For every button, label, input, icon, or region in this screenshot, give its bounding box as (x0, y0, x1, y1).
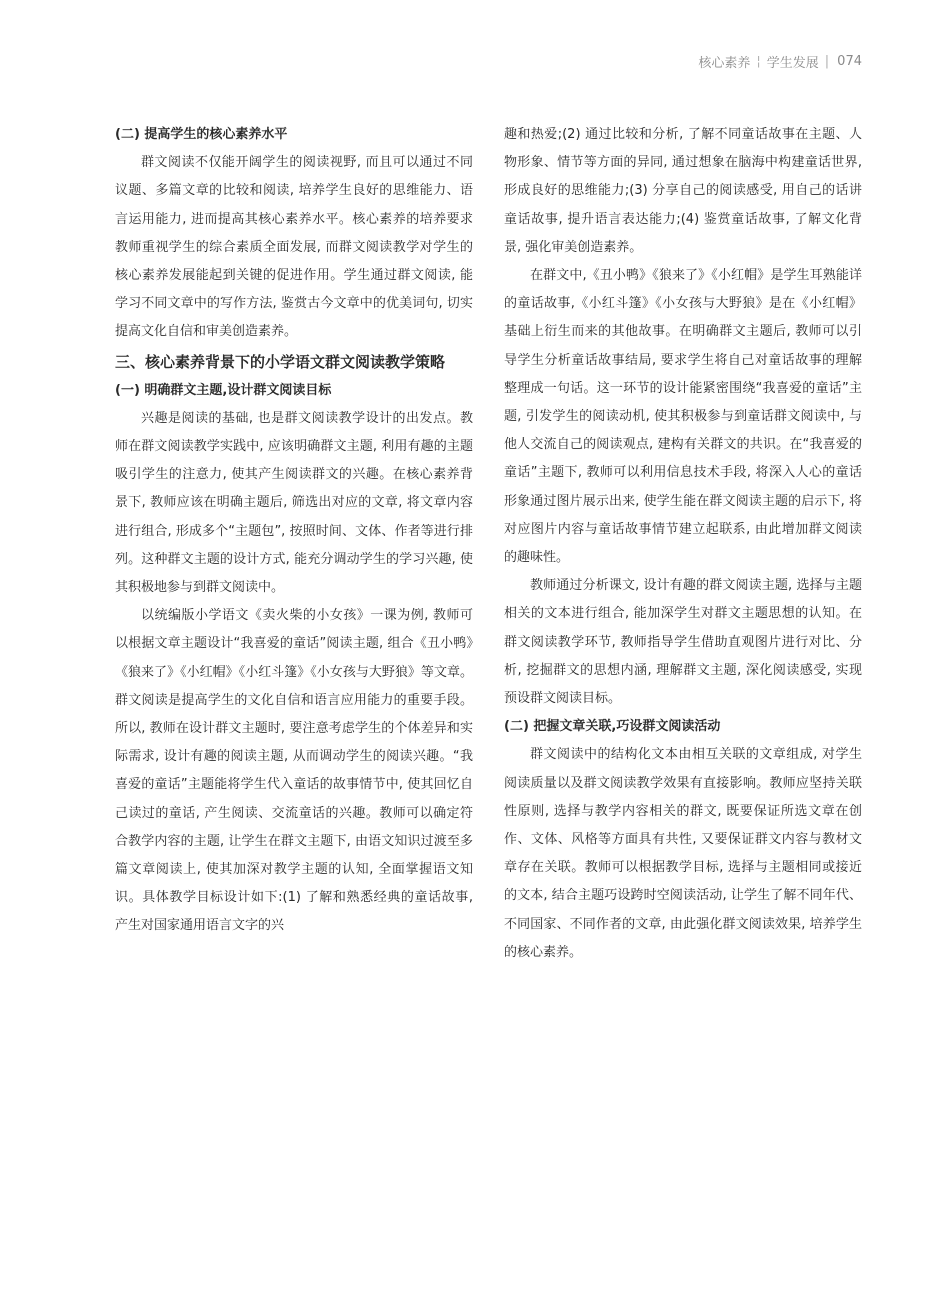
header-section-label: 核心素养 (698, 56, 751, 71)
body-paragraph: 在群文中,《丑小鸭》《狼来了》《小红帽》是学生耳熟能详的童话故事,《小红斗篷》《小女孩与大野狼》是在《小红帽》基础上衍生而来的其他故事。在明确群文主题后, 教师可以引导学生分析童话故事结局, 要求学生将自己对童话故事的理解整理成一句话。这一环节的设计能紧密围绕“我喜爱的童话”主题, 引发学生的阅读动机, 使其积极参与到童话群文阅读中, 与他人交流自己的阅读观点, 建构有关群文的共识。在“我喜爱的童话”主题下, 教师可以利用信息技术手段, 将深入人心的童话形象通过图片展示出来, 使学生能在群文阅读主题的启示下, 将对应图片内容与童话故事情节建立起联系, 由此增加群文阅读的趣味性。 (504, 268, 862, 566)
right-column (504, 121, 862, 967)
body-paragraph-continued: 趣和热爱;(2) 通过比较和分析, 了解不同童话故事在主题、人物形象、情节等方面的异同, 通过想象在脑海中构建童话世界, 形成良好的思维能力;(3) 分享自己的阅读感受, 用自己的话讲童话故事, 提升语言表达能力;(4) 鉴赏童话故事, 了解文化背景, 强化审美创造素养。 (504, 127, 862, 255)
running-header (698, 52, 862, 71)
body-paragraph: 教师通过分析课文, 设计有趣的群文阅读主题, 选择与主题相关的文本进行组合, 能加深学生对群文主题思想的认知。在群文阅读教学环节, 教师指导学生借助直观图片进行对比、分析, 挖掘群文的思想内涵, 理解群文主题, 深化阅读感受, 实现预设群文阅读目标。 (504, 578, 862, 707)
body-paragraph: 兴趣是阅读的基础, 也是群文阅读教学设计的出发点。教师在群文阅读教学实践中, 应该明确群文主题, 利用有趣的主题吸引学生的注意力, 使其产生阅读群文的兴趣。在核心素养背景下, 教师应该在明确主题后, 筛选出对应的文章, 将文章内容进行组合, 形成多个“主题包”, 按照时间、文体、作者等进行排列。这种群文主题的设计方式, 能充分调动学生的学习兴趣, 使其积极地参与到群文阅读中。 (115, 410, 473, 596)
header-divider: | (824, 54, 830, 69)
body-paragraph: 群文阅读中的结构化文本由相互关联的文章组成, 对学生阅读质量以及群文阅读教学效果有直接影响。教师应坚持关联性原则, 选择与教学内容相关的群文, 既要保证所选文章在创作、文体、风格等方面具有共性, 又要保证群文内容与教材文章存在关联。教师可以根据教学目标, 选择与主题相同或接近的文本, 结合主题巧设跨时空阅读活动, 让学生了解不同年代、不同国家、不同作者的文章, 由此强化群文阅读效果, 培养学生的核心素养。 (504, 747, 862, 960)
subsection-heading: (二) 提高学生的核心素养水平 (115, 127, 288, 142)
page-number: 074 (837, 54, 862, 69)
header-separator: ¦ (756, 54, 761, 69)
subsection-heading: (二) 把握文章关联,巧设群文阅读活动 (504, 719, 721, 735)
body-paragraph: 群文阅读不仅能开阔学生的阅读视野, 而且可以通过不同议题、多篇文章的比较和阅读, 培养学生良好的思维能力、语言运用能力, 进而提高其核心素养水平。核心素养的培养要求教师重视学生的综合素质全面发展, 而群文阅读教学对学生的核心素养发展能起到关键的促进作用。学生通过群文阅读, 能学习不同文章中的写作方法, 鉴赏古今文章中的优美词句, 切实提高文化自信和审美创造素养。 (115, 155, 473, 340)
left-column (115, 121, 473, 941)
header-subsection-label: 学生发展 (766, 56, 819, 71)
section-title: 三、核心素养背景下的小学语文群文阅读教学策略 (115, 352, 446, 371)
body-paragraph: 以统编版小学语文《卖火柴的小女孩》一课为例, 教师可以根据文章主题设计“我喜爱的童话”阅读主题, 组合《丑小鸭》《狼来了》《小红帽》《小红斗篷》《小女孩与大野狼》等文章。群文阅读是提高学生的文化自信和语言应用能力的重要手段。所以, 教师在设计群文主题时, 要注意考虑学生的个体差异和实际需求, 设计有趣的阅读主题, 从而调动学生的阅读兴趣。“我喜爱的童话”主题能将学生代入童话的故事情节中, 使其回忆自己读过的童话, 产生阅读、交流童话的兴趣。教师可以确定符合教学内容的主题, 让学生在群文主题下, 由语文知识过渡至多篇文章阅读上, 使其加深对教学主题的认知, 全面掌握语文知识。具体教学目标设计如下:(1) 了解和熟悉经典的童话故事, 产生对国家通用语言文字的兴 (115, 608, 473, 934)
subsection-heading: (一) 明确群文主题,设计群文阅读目标 (115, 382, 332, 398)
